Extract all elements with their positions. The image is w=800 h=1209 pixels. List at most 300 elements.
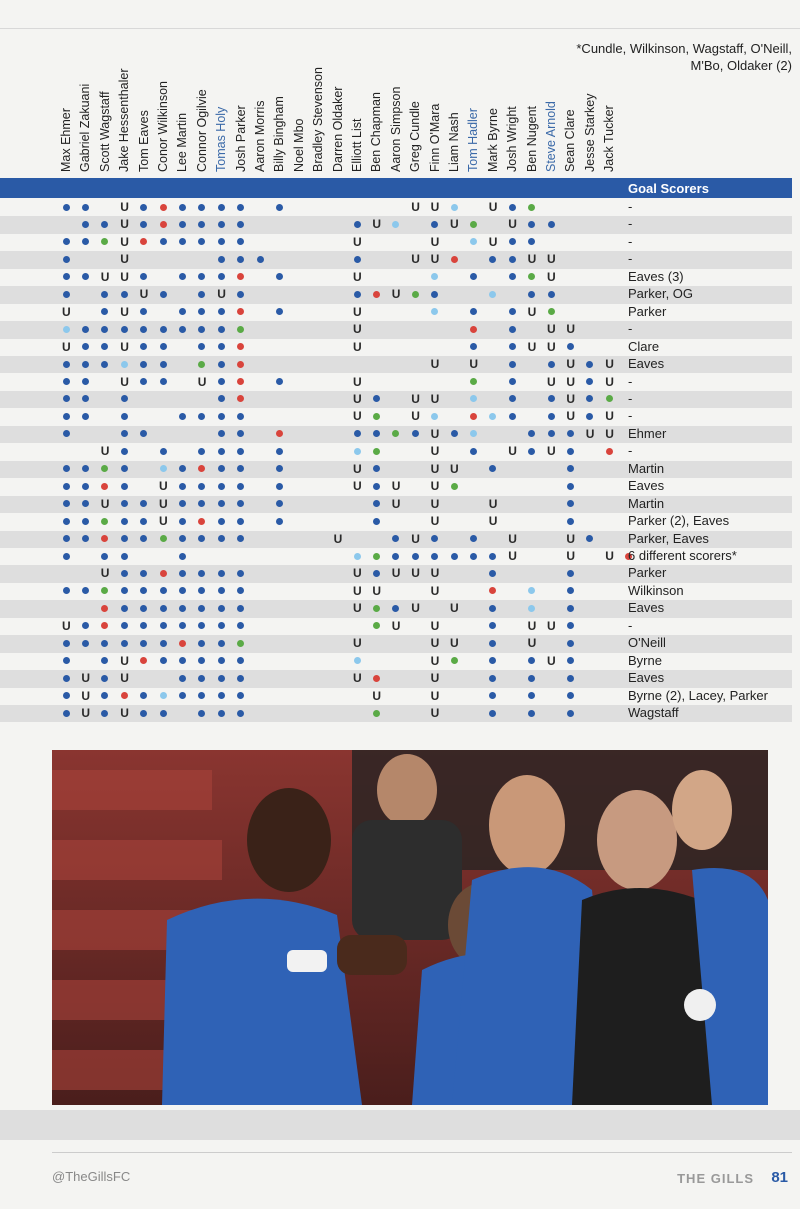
unused-sub-mark: U: [120, 304, 129, 319]
started-dot: [63, 483, 70, 490]
player-name-header: Finn O'Mara: [427, 103, 442, 172]
unused-sub-mark: U: [430, 583, 440, 598]
started-dot: [218, 518, 225, 525]
started-dot: [82, 343, 89, 350]
started-dot: [179, 221, 186, 228]
started-dot: [198, 675, 205, 682]
unused-sub-mark: U: [605, 409, 614, 424]
substituted-off-dot: [101, 483, 108, 490]
started-dot: [218, 448, 225, 455]
started-dot: [528, 448, 535, 455]
substitute-on-dot: [548, 308, 555, 315]
appearance-dot: [431, 413, 438, 420]
started-dot: [586, 361, 593, 368]
unused-sub-mark: U: [353, 479, 362, 494]
started-dot: [567, 343, 574, 350]
started-dot: [63, 291, 70, 298]
started-dot: [82, 413, 89, 420]
started-dot: [63, 535, 70, 542]
started-dot: [140, 640, 147, 647]
started-dot: [451, 430, 458, 437]
started-dot: [567, 605, 574, 612]
started-dot: [179, 518, 186, 525]
started-dot: [82, 640, 89, 647]
started-dot: [218, 221, 225, 228]
unused-sub-mark: U: [353, 461, 362, 476]
started-dot: [451, 553, 458, 560]
started-dot: [63, 413, 70, 420]
unused-sub-mark: U: [430, 479, 440, 494]
unused-sub-mark: U: [566, 549, 576, 563]
player-name-header: Steve Arnold: [544, 101, 558, 172]
unused-sub-mark: U: [120, 234, 129, 249]
started-dot: [179, 500, 186, 507]
table-row: [0, 635, 792, 652]
started-dot: [218, 343, 225, 350]
started-dot: [101, 326, 108, 333]
goal-scorers-cell: -: [628, 251, 633, 267]
started-dot: [63, 238, 70, 245]
started-dot: [121, 448, 128, 455]
unused-sub-mark: U: [605, 549, 614, 563]
started-dot: [198, 710, 205, 717]
goal-scorers-cell: Eaves: [628, 478, 665, 494]
unused-sub-mark: U: [159, 514, 168, 529]
unused-sub-mark: U: [430, 618, 440, 633]
started-dot: [509, 361, 516, 368]
table-row: [0, 251, 792, 268]
unused-sub-mark: U: [430, 671, 440, 686]
goal-scorers-cell: Martin: [628, 460, 665, 476]
unused-sub-mark: U: [450, 461, 459, 476]
started-dot: [509, 378, 516, 385]
started-dot: [237, 518, 244, 525]
started-dot: [160, 238, 167, 245]
table-row: [0, 199, 792, 216]
player-name-header: Gabriel Zakuani: [78, 83, 93, 172]
substituted-off-dot: [160, 204, 167, 211]
started-dot: [63, 640, 70, 647]
appearance-dot: [451, 204, 458, 211]
started-dot: [218, 256, 225, 263]
started-dot: [121, 483, 128, 490]
started-dot: [218, 273, 225, 280]
goal-scorers-cell: Eaves: [628, 600, 665, 616]
player-name-header: Tom Eaves: [136, 110, 151, 172]
player-name-header: Scott Wagstaff: [97, 91, 112, 172]
unused-sub-mark: U: [120, 217, 129, 232]
goal-scorers-cell: -: [628, 199, 633, 214]
started-dot: [101, 710, 108, 717]
started-dot: [373, 500, 380, 507]
started-dot: [218, 535, 225, 542]
unused-sub-mark: U: [353, 566, 362, 581]
goal-scorers-cell: Byrne: [628, 652, 662, 668]
started-dot: [160, 361, 167, 368]
started-dot: [179, 204, 186, 211]
unused-sub-mark: U: [430, 461, 440, 476]
unused-sub-mark: U: [159, 496, 168, 511]
started-dot: [237, 710, 244, 717]
started-dot: [528, 710, 535, 717]
player-name-header: Ben Nugent: [524, 105, 539, 172]
started-dot: [392, 553, 399, 560]
goal-scorers-cell: Byrne (2), Lacey, Parker: [628, 687, 768, 703]
started-dot: [63, 361, 70, 368]
started-dot: [373, 483, 380, 490]
goal-scorers-cell: Clare: [628, 338, 660, 354]
unused-sub-mark: U: [372, 688, 382, 703]
started-dot: [528, 221, 535, 228]
started-dot: [63, 710, 70, 717]
match-photo: [52, 750, 768, 1105]
started-dot: [431, 291, 438, 298]
started-dot: [140, 710, 147, 717]
started-dot: [121, 500, 128, 507]
unused-sub-mark: U: [411, 531, 420, 546]
player-name-header: Lee Martin: [175, 112, 190, 172]
started-dot: [509, 413, 516, 420]
substituted-off-dot: [451, 256, 458, 263]
started-dot: [82, 535, 89, 542]
goal-scorers-cell: -: [628, 443, 633, 459]
top-rule: [0, 28, 800, 29]
started-dot: [63, 256, 70, 263]
unused-sub-mark: U: [120, 653, 129, 668]
started-dot: [179, 535, 186, 542]
started-dot: [179, 553, 186, 560]
unused-sub-mark: U: [100, 496, 110, 511]
unused-sub-mark: U: [527, 636, 537, 651]
substitute-on-dot: [451, 483, 458, 490]
unused-sub-mark: U: [353, 391, 362, 406]
substituted-off-dot: [121, 692, 128, 699]
started-dot: [489, 553, 496, 560]
unused-sub-mark: U: [353, 269, 362, 284]
goal-scorers-cell: Ehmer: [628, 425, 667, 441]
started-dot: [509, 204, 516, 211]
appearance-dot: [354, 657, 361, 664]
goal-scorers-cell: -: [628, 408, 633, 424]
started-dot: [82, 204, 89, 211]
unused-sub-mark: U: [159, 479, 168, 494]
started-dot: [528, 291, 535, 298]
started-dot: [567, 500, 574, 507]
player-name-header: Aaron Morris: [253, 100, 267, 172]
player-name-header: Liam Nash: [447, 112, 461, 172]
player-name-header: Josh Wright: [505, 106, 520, 172]
started-dot: [218, 710, 225, 717]
unused-sub-mark: U: [566, 391, 576, 406]
table-row: [0, 408, 792, 425]
started-dot: [82, 483, 89, 490]
started-dot: [567, 692, 574, 699]
unused-sub-mark: U: [430, 444, 440, 459]
player-name-header: Conor Wilkinson: [156, 80, 170, 172]
appearance-dot: [160, 465, 167, 472]
substituted-off-dot: [470, 413, 477, 420]
unused-sub-mark: U: [547, 444, 556, 459]
started-dot: [548, 430, 555, 437]
started-dot: [218, 465, 225, 472]
started-dot: [121, 605, 128, 612]
started-dot: [82, 221, 89, 228]
substitute-on-dot: [470, 378, 477, 385]
unused-sub-mark: U: [430, 496, 440, 511]
unused-sub-mark: U: [411, 409, 420, 424]
started-dot: [179, 413, 186, 420]
started-dot: [218, 378, 225, 385]
unused-sub-mark: U: [527, 252, 537, 267]
started-dot: [160, 448, 167, 455]
goal-scorers-cell: Wilkinson: [628, 582, 684, 598]
started-dot: [121, 622, 128, 629]
started-dot: [218, 483, 225, 490]
unused-sub-mark: U: [100, 269, 110, 284]
started-dot: [101, 675, 108, 682]
unused-sub-mark: U: [488, 200, 498, 214]
started-dot: [237, 448, 244, 455]
started-dot: [63, 553, 70, 560]
unused-sub-mark: U: [62, 304, 71, 319]
substitute-on-dot: [198, 361, 205, 368]
goal-scorers-cell: -: [628, 373, 633, 389]
unused-sub-mark: U: [372, 217, 382, 232]
goal-scorers-cell: -: [628, 617, 633, 633]
started-dot: [237, 413, 244, 420]
started-dot: [237, 570, 244, 577]
unused-sub-mark: U: [430, 706, 440, 721]
substituted-off-dot: [470, 326, 477, 333]
footer-rule: [52, 1152, 792, 1153]
substituted-off-dot: [160, 570, 167, 577]
started-dot: [160, 622, 167, 629]
started-dot: [489, 675, 496, 682]
unused-sub-mark: U: [391, 496, 401, 511]
goal-scorers-cell: -: [628, 321, 633, 337]
unused-sub-mark: U: [547, 269, 556, 284]
unused-sub-mark: U: [430, 234, 440, 249]
started-dot: [179, 675, 186, 682]
table-row: [0, 234, 792, 251]
started-dot: [218, 204, 225, 211]
table-row: [0, 653, 792, 670]
substitute-on-dot: [528, 204, 535, 211]
started-dot: [101, 361, 108, 368]
unused-sub-mark: U: [469, 357, 479, 372]
started-dot: [509, 256, 516, 263]
unused-sub-mark: U: [411, 252, 420, 267]
started-dot: [567, 640, 574, 647]
started-dot: [179, 570, 186, 577]
unused-sub-mark: U: [430, 357, 440, 372]
unused-sub-mark: U: [527, 339, 537, 354]
unused-sub-mark: U: [333, 531, 343, 546]
unused-sub-mark: U: [391, 618, 401, 633]
player-name-header: Greg Cundle: [408, 101, 423, 172]
table-row: [0, 356, 792, 373]
substituted-off-dot: [373, 291, 380, 298]
unused-sub-mark: U: [81, 706, 91, 721]
table-row: [0, 461, 792, 478]
started-dot: [160, 291, 167, 298]
unused-sub-mark: U: [430, 636, 440, 651]
started-dot: [140, 518, 147, 525]
substitute-on-dot: [451, 657, 458, 664]
started-dot: [237, 204, 244, 211]
unused-sub-mark: U: [547, 252, 556, 267]
started-dot: [140, 361, 147, 368]
started-dot: [354, 221, 361, 228]
player-name-header: Billy Bingham: [272, 96, 287, 172]
started-dot: [276, 483, 283, 490]
started-dot: [198, 204, 205, 211]
started-dot: [567, 518, 574, 525]
unused-sub-mark: U: [197, 374, 207, 389]
goal-scorers-cell: Eaves (3): [628, 268, 684, 284]
started-dot: [218, 413, 225, 420]
started-dot: [237, 256, 244, 263]
started-dot: [82, 518, 89, 525]
started-dot: [140, 605, 147, 612]
started-dot: [548, 221, 555, 228]
unused-sub-mark: U: [566, 322, 576, 337]
started-dot: [121, 570, 128, 577]
started-dot: [548, 395, 555, 402]
unused-sub-mark: U: [450, 601, 459, 616]
started-dot: [489, 710, 496, 717]
started-dot: [198, 326, 205, 333]
started-dot: [82, 500, 89, 507]
started-dot: [276, 500, 283, 507]
unused-sub-mark: U: [488, 514, 498, 529]
unused-sub-mark: U: [430, 514, 440, 529]
started-dot: [276, 204, 283, 211]
started-dot: [276, 378, 283, 385]
unused-sub-mark: U: [120, 706, 129, 721]
started-dot: [548, 413, 555, 420]
started-dot: [276, 518, 283, 525]
unused-sub-mark: U: [217, 287, 226, 302]
started-dot: [567, 710, 574, 717]
started-dot: [121, 413, 128, 420]
player-name-header: Jesse Starkey: [582, 93, 597, 172]
table-row: [0, 391, 792, 408]
started-dot: [160, 326, 167, 333]
unused-sub-mark: U: [450, 217, 459, 232]
started-dot: [218, 657, 225, 664]
unused-sub-mark: U: [605, 374, 614, 389]
started-dot: [160, 640, 167, 647]
unused-sub-mark: U: [566, 374, 576, 389]
goal-scorers-header: Goal Scorers: [628, 181, 709, 196]
table-row: [0, 321, 792, 338]
table-row: [0, 443, 792, 460]
unused-sub-mark: U: [508, 444, 517, 459]
player-name-header: Tomas Holy: [214, 106, 229, 172]
table-row: [0, 304, 792, 321]
appearance-dot: [63, 326, 70, 333]
started-dot: [237, 221, 244, 228]
started-dot: [567, 483, 574, 490]
started-dot: [237, 675, 244, 682]
started-dot: [63, 518, 70, 525]
substituted-off-dot: [373, 675, 380, 682]
unused-sub-mark: U: [391, 287, 401, 302]
appearance-dot: [121, 361, 128, 368]
appearance-dot: [528, 605, 535, 612]
unused-sub-mark: U: [353, 304, 362, 319]
appearance-dot: [354, 448, 361, 455]
started-dot: [237, 291, 244, 298]
unused-sub-mark: U: [353, 409, 362, 424]
started-dot: [567, 675, 574, 682]
started-dot: [63, 378, 70, 385]
started-dot: [160, 378, 167, 385]
unused-sub-mark: U: [81, 671, 91, 686]
unused-sub-mark: U: [391, 566, 401, 581]
started-dot: [82, 361, 89, 368]
started-dot: [140, 221, 147, 228]
substituted-off-dot: [198, 518, 205, 525]
unused-sub-mark: U: [527, 304, 537, 319]
unused-sub-mark: U: [488, 496, 498, 511]
magazine-title: THE GILLS: [677, 1171, 754, 1186]
unused-sub-mark: U: [62, 339, 71, 354]
player-name-header: Jack Tucker: [602, 105, 617, 172]
decorative-stripe: [0, 1110, 800, 1140]
unused-sub-mark: U: [62, 618, 71, 633]
started-dot: [121, 326, 128, 333]
started-dot: [160, 657, 167, 664]
started-dot: [470, 343, 477, 350]
started-dot: [140, 204, 147, 211]
goal-scorers-cell: Parker: [628, 565, 667, 581]
unused-sub-mark: U: [391, 479, 401, 494]
started-dot: [121, 465, 128, 472]
started-dot: [121, 518, 128, 525]
started-dot: [548, 361, 555, 368]
started-dot: [179, 326, 186, 333]
player-name-header: Jake Hessenthaler: [117, 68, 132, 172]
unused-sub-mark: U: [353, 374, 362, 389]
started-dot: [140, 326, 147, 333]
started-dot: [548, 291, 555, 298]
unused-sub-mark: U: [585, 426, 595, 441]
started-dot: [121, 291, 128, 298]
started-dot: [218, 640, 225, 647]
player-name-header: Max Ehmer: [59, 108, 73, 172]
unused-sub-mark: U: [508, 549, 517, 563]
unused-sub-mark: U: [430, 252, 440, 267]
unused-sub-mark: U: [547, 322, 556, 337]
started-dot: [431, 221, 438, 228]
unused-sub-mark: U: [120, 339, 129, 354]
substitute-on-dot: [373, 448, 380, 455]
goal-scorers-cell: 6 different scorers*: [628, 548, 737, 563]
player-name-header: Tom Hadler: [466, 108, 481, 172]
substitute-on-dot: [412, 291, 419, 298]
goal-scorers-cell: Parker (2), Eaves: [628, 513, 730, 529]
unused-sub-mark: U: [120, 252, 129, 267]
goal-scorers-cell: Martin: [628, 495, 665, 511]
started-dot: [509, 343, 516, 350]
player-name-header: Sean Clare: [563, 109, 578, 172]
started-dot: [431, 553, 438, 560]
started-dot: [354, 291, 361, 298]
started-dot: [179, 692, 186, 699]
started-dot: [509, 326, 516, 333]
